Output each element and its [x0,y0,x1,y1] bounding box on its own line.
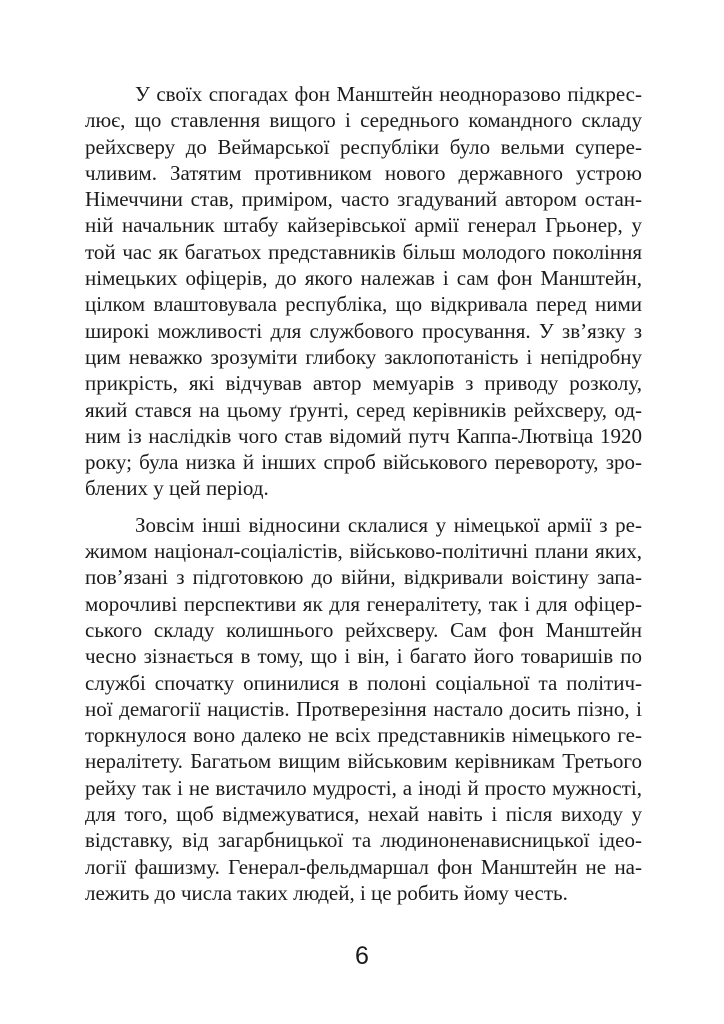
text-line: чесно зізнається в тому, що і він, і багато його товаришів по [85,644,642,669]
text-line: службі спочатку опинилися в полоні соціальної та політич- [85,670,642,695]
text-line: блених у цей період. [85,476,269,501]
text-line: року; була низка й інших спроб військового перевороту, зро- [85,450,642,475]
text-line: У своїх спогадах фон Манштейн неодноразово підкрес- [135,82,642,106]
paragraph [85,81,642,502]
text-line: ним із наслідків чого став відомий путч Каппа-Лютвіца 1920 [85,423,642,448]
text-line: жимом націонал-соціалістів, військово-політичні плани яких, [85,539,642,564]
text-line: пов’язані з підготовкою до війни, відкривали воістину запа- [85,565,642,590]
page-number: 6 [355,942,369,970]
text-line: рейхсверу до Веймарської республіки було вельми супере- [85,134,642,159]
text-line: який стався на цьому ґрунті, серед керівників рейхсверу, од- [85,397,642,422]
text-line: морочливі перспективи як для генералітету, так і для офіцер- [85,591,642,616]
text-line: відставку, від загарбницької та людиноненависницької ідео- [85,828,642,853]
text-line: цим неважко зрозуміти глибоку заклопотаність і непідробну [85,344,642,369]
text-line: логії фашизму. Генерал-фельдмаршал фон Манштейн не на- [85,854,642,879]
text-line: рейху так і не вистачило мудрості, а іноді й просто мужності, [85,775,642,800]
text-line: нералітету. Багатьом вищим військовим керівникам Третього [85,749,642,774]
text-line: той час як багатьох представників більш молодого покоління [85,239,642,264]
text-line: торкнулося воно далеко не всіх представників німецького ге- [85,723,642,748]
text-line: ній начальник штабу кайзерівської армії генерал Грьонер, у [85,213,642,238]
text-line: для того, щоб відмежуватися, нехай навіть і після виходу у [85,802,642,827]
text-line: ної демагогії нацистів. Протверезіння настало досить пізно, і [85,696,642,721]
text-line: ського складу колишнього рейхсверу. Сам фон Манштейн [85,617,642,642]
text-line: лежить до числа таких людей, і це робить йому честь. [85,880,568,905]
text-line: лює, що ставлення вищого і середнього командного складу [85,108,642,133]
text-line: німецьких офіцерів, до якого належав і сам фон Манштейн, [85,266,642,291]
text-line: Зовсім інші відносини склалися у німецької армії з ре- [135,512,642,537]
text-line: широкі можливості для службового просування. У зв’язку з [85,318,642,343]
text-line: Німеччини став, приміром, часто згадуваний автором остан- [85,187,642,212]
text-line: прикрість, які відчував автор мемуарів з приводу розколу, [85,371,642,396]
text-block [85,81,642,906]
text-line: чливим. Затятим противником нового державного устрою [85,160,642,185]
paragraph [85,512,642,906]
text-line: цілком влаштовувала республіка, що відкривала перед ними [85,292,642,317]
